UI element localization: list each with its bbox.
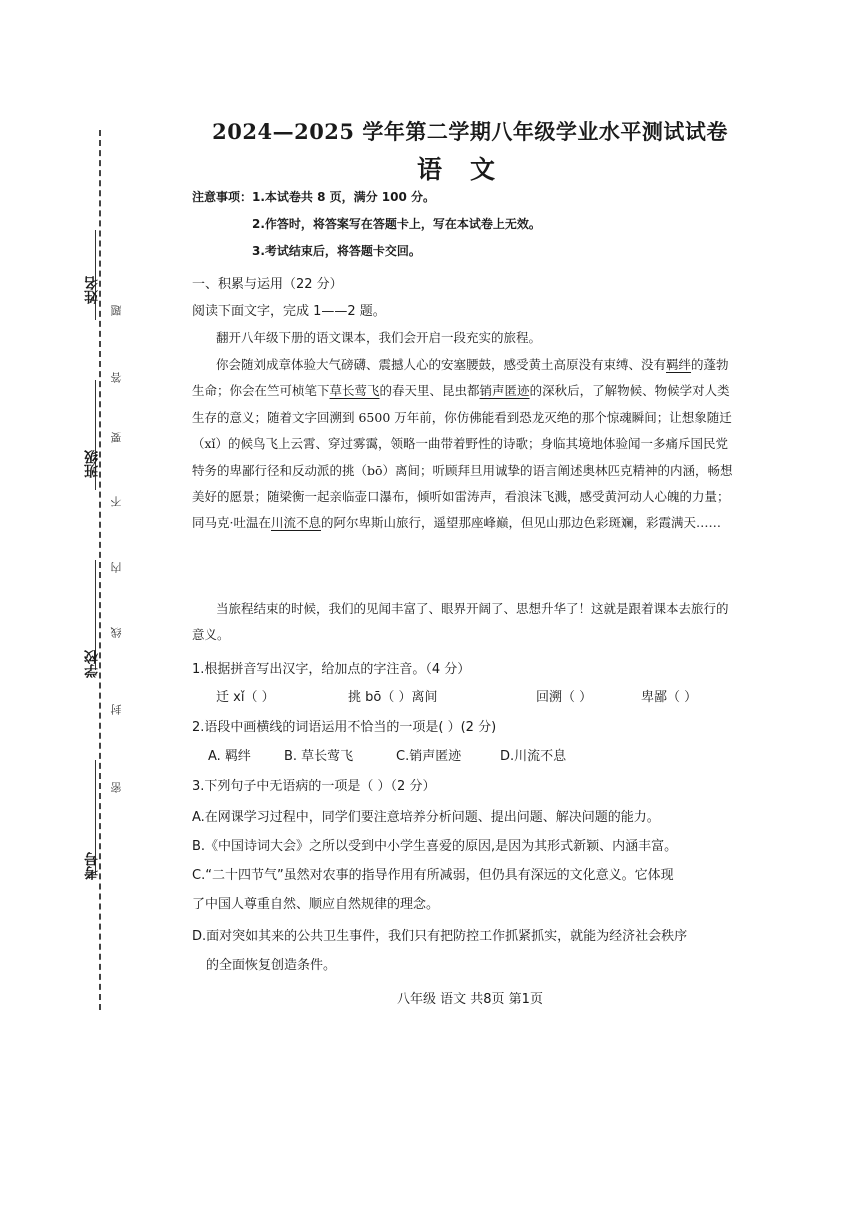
underlined-term: 草长莺飞 <box>329 383 380 399</box>
q1-item: 卑鄙（ ） <box>641 690 698 705</box>
q2-option: B. 草长莺飞 <box>284 749 354 764</box>
seal-char: 要 <box>110 432 123 443</box>
section-instruction: 阅读下面文字，完成 1——2 题。 <box>192 304 386 319</box>
underlined-term: 川流不息 <box>270 515 321 531</box>
q1-item: 迁 xǐ（ ） <box>216 690 275 705</box>
binding-label-number: 考号 <box>84 852 100 880</box>
passage-text: 的阿尔卑斯山旅行，遥望那座峰巅，但见山那边色彩斑斓，彩霞满天…… <box>321 515 722 531</box>
q3-option-c-cont: 了中国人尊重自然、顺应自然规律的理念。 <box>192 897 440 912</box>
page-footer: 八年级 语文 共8页 第1页 <box>397 992 543 1007</box>
note-item: 3.考试结束后，将答题卡交回。 <box>252 244 421 258</box>
notes-label: 注意事项： <box>192 190 253 204</box>
underlined-term: 羁绊 <box>666 357 692 372</box>
question-1-items <box>216 686 746 708</box>
note-item: 2.作答时，将答案写在答题卡上，写在本试卷上无效。 <box>252 217 541 231</box>
note-item: 1.本试卷共 8 页，满分 100 分。 <box>252 190 436 204</box>
passage-text: 的蓬勃生命；你会在竺可桢笔下 <box>192 357 729 399</box>
seal-char: 密 <box>110 782 123 793</box>
passage-text: 的春天里、昆虫都 <box>379 383 480 399</box>
passage-text: 翻开八年级下册的语文课本，我们会开启一段充实的旅程。 <box>216 330 542 345</box>
seal-char: 题 <box>110 305 123 316</box>
underlined-term: 销声匿迹 <box>479 383 530 399</box>
passage-text: 的深秋后，了解物候、物候学对人类生存的意义；随着文字回溯到 6500 万年前，你仿佛能看到恐龙灭绝的那个惊魂瞬间；让想象随迁（xǐ）的候鸟飞上云霄、穿过雾霭，领略一曲带着野性的诗歌；身临其境地体验闻一多痛斥国民党特务的卑鄙行径和反动派的挑（bō）离间；听顾拜旦用诚挚的语言阐述奥林匹克精神的内涵，畅想美好的愿景；随梁衡一起亲临壶口瀑布，倾听如雷涛声，看浪沫飞溅，感受黄河动人心魄的力量；同马克·吐温在 <box>192 383 733 531</box>
question-2: 2.语段中画横线的词语运用不恰当的一项是( ）(2 分) <box>192 720 497 735</box>
seal-char: 封 <box>110 704 123 715</box>
binding-label-name: 姓名 <box>84 276 100 304</box>
seal-char: 内 <box>110 562 123 573</box>
passage-text: 你会随刘成章体验大气磅礴、震撼人心的安塞腰鼓，感受黄土高原没有束缚、没有 <box>216 357 667 372</box>
question-3: 3.下列句子中无语病的一项是（ ）（2 分） <box>192 779 436 794</box>
binding-rule-name <box>95 230 97 320</box>
q1-item: 回溯（ ） <box>536 690 593 705</box>
passage-paragraph-2 <box>192 352 740 537</box>
subject-title: 语文 <box>416 155 523 184</box>
exam-notes <box>192 187 541 268</box>
seal-char: 不 <box>110 496 123 507</box>
q1-item: 挑 bō（ ）离间 <box>348 690 438 705</box>
q2-option: A. 羁绊 <box>208 749 251 764</box>
q3-option-d: D.面对突如其来的公共卫生事件，我们只有把防控工作抓紧抓实，就能为经济社会秩序 <box>192 929 688 944</box>
passage-text: 当旅程结束的时候，我们的见闻丰富了、眼界开阔了、思想升华了！这就是跟着课本去旅行的意义。 <box>192 601 729 643</box>
q2-option: C.销声匿迹 <box>396 749 462 764</box>
q3-option-d-cont: 的全面恢复创造条件。 <box>206 958 337 973</box>
q3-option-c: C.“二十四节气”虽然对农事的指导作用有所减弱，但仍具有深远的文化意义。它体现 <box>192 868 674 883</box>
seal-char: 答 <box>110 372 123 383</box>
note-row <box>192 187 541 214</box>
passage-paragraph-1 <box>192 325 740 351</box>
exam-title: 2024—2025 学年第二学期八年级学业水平测试试卷 <box>212 119 728 144</box>
q2-option: D.川流不息 <box>500 749 567 764</box>
passage-paragraph-3 <box>192 596 740 649</box>
binding-label-class: 班级 <box>84 450 100 478</box>
seal-char: 线 <box>110 627 123 638</box>
section-heading: 一、积累与运用（22 分） <box>192 277 343 292</box>
q3-option-a: A.在网课学习过程中，同学们要注意培养分析问题、提出问题、解决问题的能力。 <box>192 810 660 825</box>
q3-option-b: B.《中国诗词大会》之所以受到中小学生喜爱的原因,是因为其形式新颖、内涵丰富。 <box>192 839 678 854</box>
binding-label-school: 学校 <box>84 650 100 678</box>
question-1: 1.根据拼音写出汉字，给加点的字注音。（4 分） <box>192 662 471 677</box>
